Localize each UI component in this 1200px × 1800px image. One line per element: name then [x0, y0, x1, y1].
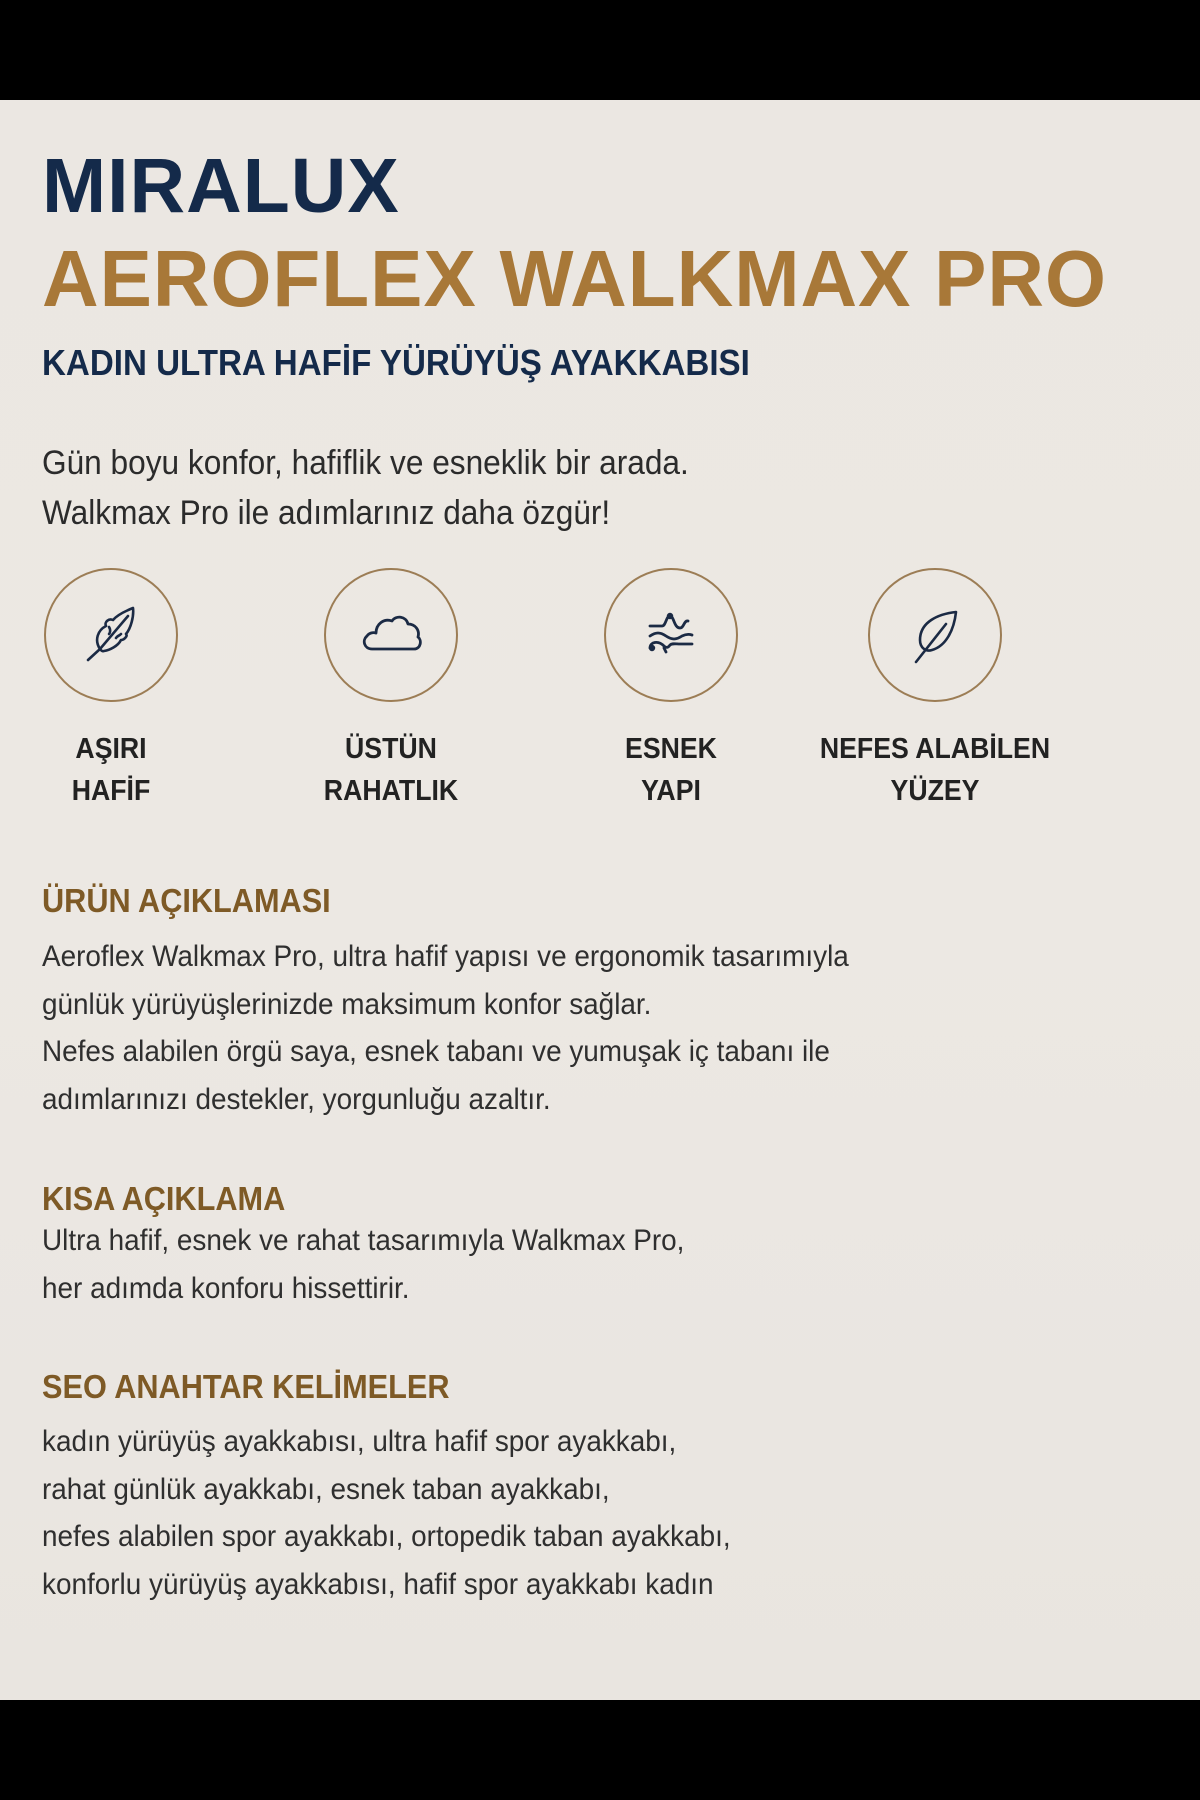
section-title-short-description: KISA AÇIKLAMA: [42, 1180, 286, 1217]
feature-icon-circle: [324, 568, 458, 702]
section-title-seo-keywords: SEO ANAHTAR KELİMELER: [42, 1368, 450, 1405]
feature-flexible-structure: [531, 568, 811, 812]
feature-label: AŞIRI HAFİF: [71, 733, 151, 807]
feature-icon-circle: [604, 568, 738, 702]
product-subtitle: KADIN ULTRA HAFİF YÜRÜYÜŞ AYAKKABISI: [42, 342, 750, 383]
feature-icon-circle: [868, 568, 1002, 702]
short-description-text: Ultra hafif, esnek ve rahat tasarımıyla Walkmax Pro, her adımda konforu hissettirir.: [42, 1224, 685, 1305]
tagline-line: Gün boyu konfor, hafiflik ve esneklik bir arada.: [42, 444, 689, 482]
feature-icons-row: [0, 568, 1200, 828]
section-title-product-description: ÜRÜN AÇIKLAMASI: [42, 882, 331, 919]
product-title: AEROFLEX WALKMAX PRO: [42, 234, 1107, 323]
product-description-text: Aeroflex Walkmax Pro, ultra hafif yapısı ve ergonomik tasarımıyla günlük yürüyüşlerinizde maksimum konfor sağlar. Nefes alabilen örgü saya, esnek tabanı ve yumuşak iç tabanı ile adımlarınızı destekler, yorgunluğu azaltır.: [42, 940, 849, 1116]
flex-waves-icon: [636, 600, 706, 670]
seo-keywords-text: kadın yürüyüş ayakkabısı, ultra hafif spor ayakkabı, rahat günlük ayakkabı, esnek taban ayakkabı, nefes alabilen spor ayakkabı, ortopedik taban ayakkabı, konforlu yürüyüş ayakkabısı, hafif spor ayakkabı kadın: [42, 1425, 731, 1601]
feature-icon-circle: [44, 568, 178, 702]
feature-label: ÜSTÜN RAHATLIK: [323, 733, 459, 807]
feature-ultra-light: [0, 568, 251, 812]
feather-icon: [76, 600, 146, 670]
tagline-line: Walkmax Pro ile adımlarınız daha özgür!: [42, 494, 611, 532]
feature-superior-comfort: [251, 568, 531, 812]
feature-breathable-surface: [795, 568, 1075, 812]
cloud-icon: [356, 600, 426, 670]
feature-label: ESNEK YAPI: [625, 733, 717, 807]
feature-label: NEFES ALABİLEN YÜZEY: [819, 733, 1051, 807]
brand-name: MIRALUX: [42, 143, 400, 229]
product-info-page: [0, 100, 1200, 1700]
tagline: [42, 438, 689, 538]
leaf-icon: [900, 600, 970, 670]
